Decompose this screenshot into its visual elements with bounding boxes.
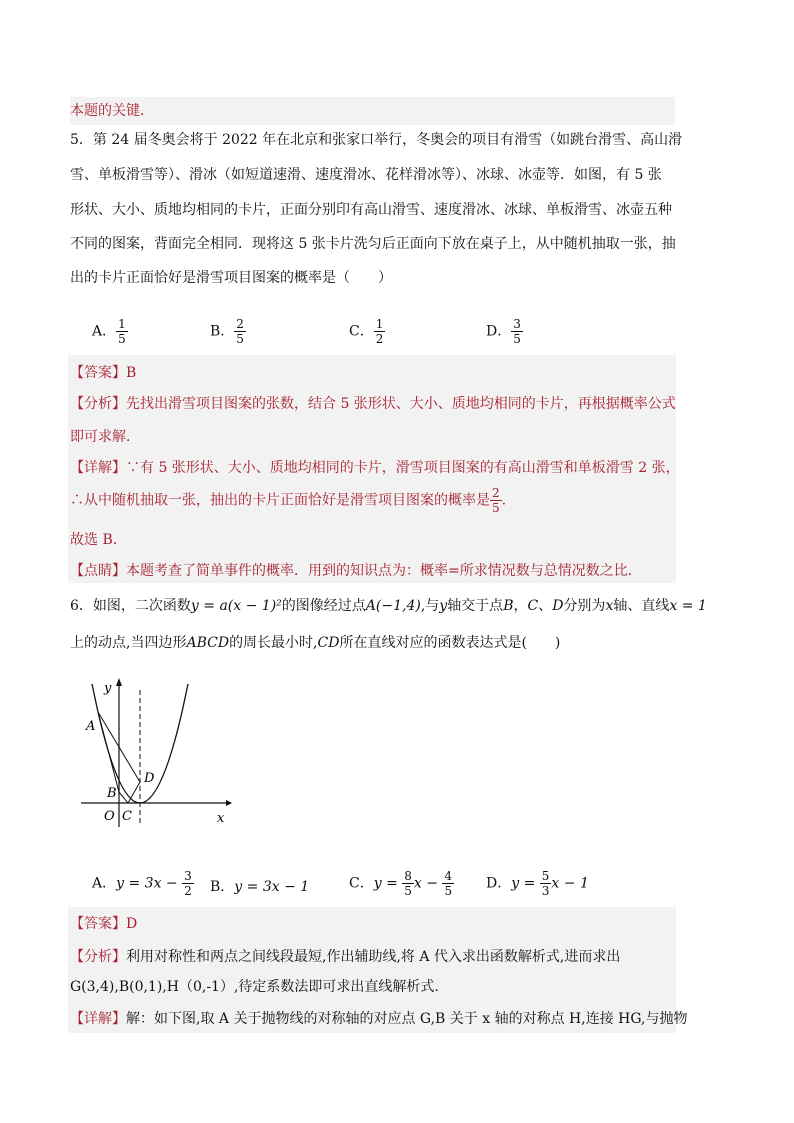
q5-choose: 故选 B． (70, 532, 127, 548)
q5-answer: 【答案】B (70, 365, 137, 381)
q5-text-line-4: 不同的图案，背面完全相同．现将这 5 张卡片洗匀后正面向下放在桌子上，从中随机抽取一张，抽 (70, 236, 676, 252)
q6-option-d: D．y = $\frac{5}{3}$ x − 1 (486, 869, 589, 898)
label-b: B (107, 786, 117, 801)
q5-detail-line-2: ∴从中随机抽取一张，抽出的卡片正面恰好是滑雪项目图案的概率是 $\frac{2}{5}$ . (70, 486, 507, 515)
q6-analysis-line-2: G(3,4),B(0,1),H（0,-1）,待定系数法即可求出直线解析式. (70, 979, 439, 995)
q6-text-line-1: 6．如图，二次函数y = a(x − 1)²的图像经过点A(−1,4),与y轴交于点B，C、D分别为x轴、直线x = 1 (70, 598, 707, 614)
q5-text-line-5: 出的卡片正面恰好是滑雪项目图案的概率是（ ） (70, 270, 392, 286)
q6-parabola-figure (76, 672, 236, 832)
previous-solution-tail: 本题的关键． (70, 97, 675, 125)
q6-detail-line-1: 【详解】解：如下图,取 A 关于抛物线的对称轴的对应点 G,B 关于 x 轴的对称点 H,连接 HG,与抛物 (70, 1011, 688, 1027)
label-o: O (104, 809, 115, 824)
q5-text-line-1: 5．第 24 届冬奥会将于 2022 年在北京和张家口举行，冬奥会的项目有滑雪（如跳台滑雪、高山滑 (70, 132, 683, 148)
q5-comment: 【点睛】本题考查了简单事件的概率．用到的知识点为：概率=所求情况数与总情况数之比． (70, 563, 642, 579)
q5-option-d: D． $\frac{3}{5}$ (486, 317, 521, 346)
q6-option-b: B．y = 3x − 1 (210, 879, 310, 895)
q5-analysis-line-1: 【分析】先找出滑雪项目图案的张数，结合 5 张形状、大小、质地均相同的卡片，再根据概率公式 (70, 396, 676, 412)
q6-text-line-2: 上的动点,当四边形ABCD的周长最小时,CD所在直线对应的函数表达式是( ) (70, 635, 561, 651)
label-c: C (122, 809, 132, 824)
label-x: x (217, 811, 225, 826)
label-a: A (86, 719, 96, 734)
label-d: D (144, 771, 155, 786)
y-axis-arrow (116, 678, 122, 686)
q5-option-c: C． $\frac{1}{2}$ (349, 317, 384, 346)
q5-detail-line-1: 【详解】∵有 5 张形状、大小、质地均相同的卡片，滑雪项目图案的有高山滑雪和单板滑雪 2 张， (70, 460, 680, 476)
parabola-left-arm (92, 684, 98, 712)
q6-option-c: C．y = $\frac{8}{5}$ x − $\frac{4}{5}$ (349, 869, 453, 898)
q5-option-a: A． $\frac{1}{5}$ (92, 317, 126, 346)
q6-option-a: A．y = 3x − $\frac{3}{2}$ (92, 869, 192, 898)
label-y: y (104, 681, 112, 696)
q6-answer: 【答案】D (70, 916, 138, 932)
q5-text-line-3: 形状、大小、质地均相同的卡片，正面分别印有高山滑雪、速度滑冰、冰球、单板滑雪、冰壶五种 (70, 202, 672, 218)
q5-text-line-2: 雪、单板滑雪等）、滑冰（如短道速滑、速度滑冰、花样滑冰等）、冰球、冰壶等．如图，有 5 张 (70, 167, 662, 183)
q5-option-b: B． $\frac{2}{5}$ (210, 317, 244, 346)
q5-analysis-line-2: 即可求解． (70, 429, 140, 445)
x-axis-arrow (226, 800, 232, 806)
q6-analysis-line-1: 【分析】利用对称性和两点之间线段最短,作出辅助线,将 A 代入求出函数解析式,进而求出 (70, 949, 621, 965)
